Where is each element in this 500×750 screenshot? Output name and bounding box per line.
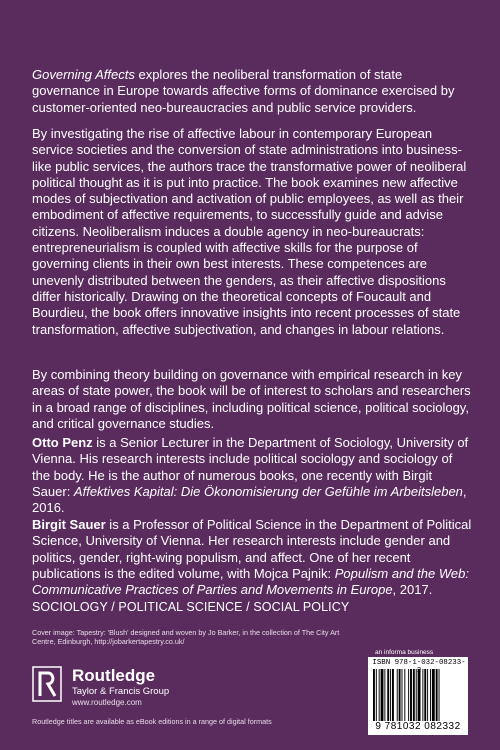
publisher-logo xyxy=(32,664,212,709)
barcode-icon xyxy=(373,669,463,721)
author-year-penz: , 2016. xyxy=(32,483,467,516)
publisher-group: Taylor & Francis Group xyxy=(72,686,170,697)
subject-categories: SOCIOLOGY / POLITICAL SCIENCE / SOCIAL POLICY xyxy=(32,600,350,614)
author-bio-text-penz: is a Senior Lecturer in the Department of Sociology, University of Vienna. His research interests include political sociology and sociology of the body. He is the author of numerous books, one recently with Birgit Sauer: xyxy=(32,435,469,499)
informa-tagline: an informa business xyxy=(375,649,434,656)
publisher-name: Routledge xyxy=(72,666,156,685)
author-book-sauer: Populism and the Web: Communicative Practices of Parties and Movements in Europe xyxy=(32,565,469,598)
isbn-label: ISBN 978-1-032-08233- xyxy=(372,659,466,667)
author-bio-penz xyxy=(32,435,472,516)
author-bio-text-sauer: is a Professor of Political Science in the Department of Political Science, University of Vienna. Her research interests include gender and politics, gender, right-wing populism, and affect. One of her recent publications is the edited volume, with Mojca Pajnik: xyxy=(32,517,472,581)
author-year-sauer: , 2017. xyxy=(392,582,433,598)
description-paragraph-3: By combining theory building on governance with empirical research in key areas of state power, the book will be of interest to scholars and researchers in a broad range of disciplines, including political science, political sociology, and critical governance studies. xyxy=(32,367,471,431)
ebook-note: Routledge titles are available as eBook editions in a range of digital formats xyxy=(32,717,272,726)
cover-image-credit: Cover image: Tapestry: 'Blush' designed and woven by Jo Barker, in the collection of The City Art Centre, Edinburgh, http://jobarkertapestry.co.uk/ xyxy=(32,628,340,646)
description-paragraph-1 xyxy=(32,67,472,116)
author-name-penz: Otto Penz xyxy=(32,435,93,450)
description-paragraph-2: By investigating the rise of affective labour in contemporary European service societies and the conversion of state administrations into business-like public services, the authors trace the transformative power of neoliberal political thought as it is put into practice. The book examines new affective modes of subjectivation and activation of public employees, as well as their embodiment of affective requirements, to successfully guide and advise citizens. Neoliberalism induces a double agency in neo-bureaucrats: entrepreneurialism is coupled with affective skills for the purpose of governing clients in their own best interests. These competences are unevenly distributed between the genders, as their affective dispositions differ historically. Drawing on the theoretical concepts of Foucault and Bourdieu, the book offers innovative insights into recent processes of state transformation, affective subjectivation, and changes in labour relations. xyxy=(32,126,467,337)
author-name-sauer: Birgit Sauer xyxy=(32,517,106,532)
author-book-penz: Affektives Kapital: Die Ökonomisierung der Gefühle im Arbeitsleben xyxy=(73,483,463,499)
publisher-url[interactable]: www.routledge.com xyxy=(72,698,142,707)
barcode-number: 9 781032 082332 xyxy=(375,721,461,732)
routledge-logo-icon xyxy=(32,666,62,702)
barcode xyxy=(368,657,468,735)
description-text-1: explores the neoliberal transformation of state governance in Europe towards affective forms of dominance exercised by customer-oriented neo-bureaucracies and public service providers. xyxy=(32,67,455,115)
author-bio-sauer xyxy=(32,517,472,598)
book-title: Governing Affects xyxy=(32,67,135,82)
